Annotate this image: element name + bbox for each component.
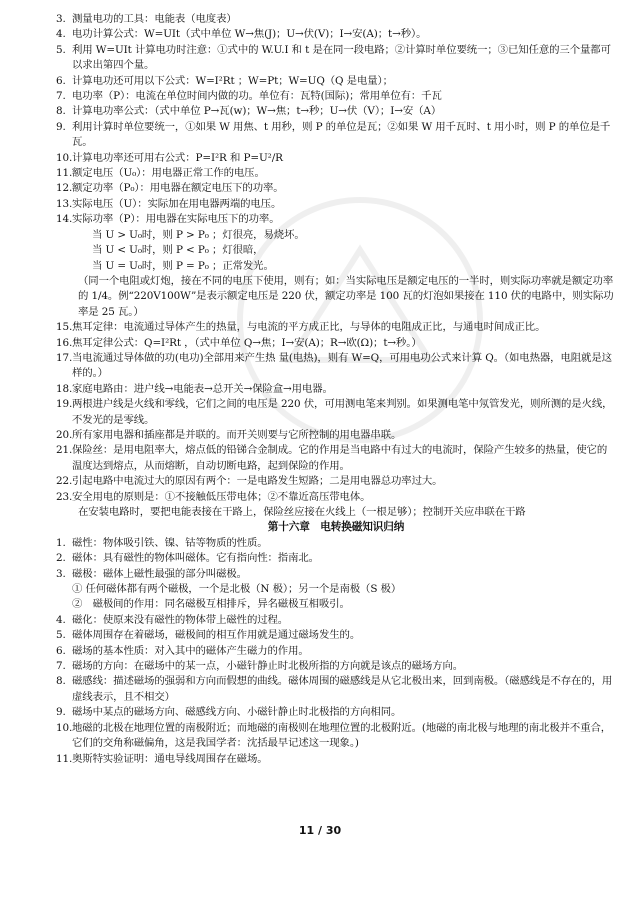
item-text: 焦耳定律：电流通过导体产生的热量，与电流的平方成正比，与导体的电阻成正比，与通电时间成正比。 (72, 321, 546, 334)
item-text: 实际电压（U）：实际加在用电器两端的电压。 (72, 197, 282, 210)
item-text: 两根进户线是火线和零线，它们之间的电压是 220 伏，可用测电笔来判别。如果测电笔中氖管发光，则所测的是火线，不发光的是零线。 (72, 398, 613, 426)
item-number: 12. (56, 182, 73, 195)
item-number: 2. (56, 552, 66, 565)
list-item (56, 674, 616, 705)
item-text: 利用 W=UIt 计算电功时注意：①式中的 W.U.I 和 t 是在同一段电路；②计算时单位要统一；③已知任意的三个量都可以求出第四个量。 (72, 43, 611, 72)
list-item (56, 74, 616, 89)
item-number: 22. (56, 475, 73, 488)
list-item (56, 397, 616, 428)
item-number: 17. (56, 351, 73, 364)
list-item (56, 12, 616, 27)
item-number: 5. (56, 629, 66, 642)
item-text: 家庭电路由：进户线→电能表→总开关→保险盒→用电器。 (72, 382, 333, 395)
item-text: 磁极：磁体上磁性最强的部分叫磁极。 (72, 567, 247, 580)
item-number: 8. (56, 675, 66, 688)
item-number: 3. (56, 13, 66, 25)
list-item (56, 89, 616, 104)
item-text: 计算电功率公式：（式中单位 P→瓦(w)；W→焦；t→秒；U→伏（V）；I→安（A） (72, 105, 442, 118)
list-item (56, 320, 616, 335)
item-text: 奥斯特实验证明：通电导线周围存在磁场。 (72, 752, 268, 765)
item-text: 额定功率（P₀）：用电器在额定电压下的功率。 (72, 182, 284, 195)
list-item (56, 490, 616, 505)
item-text: 焦耳定律公式：Q=I²Rt ，（式中单位 Q→焦；I→安(A)；R→欧(Ω)；t→秒。） (72, 336, 422, 349)
item-number: 6. (56, 74, 66, 87)
item-text: 计算电功还可用以下公式：W=I²Rt ；W=Pt；W=UQ（Q 是电量）； (72, 74, 393, 87)
item-number: 10. (56, 151, 73, 164)
condition-line: 当 U = U₀时，则 P = P₀ ；正常发光。 (92, 259, 274, 272)
list-item (56, 382, 616, 397)
item-number: 14. (56, 213, 73, 226)
item-text: 磁体周围存在着磁场，磁极间的相互作用就是通过磁场发生的。 (72, 629, 361, 642)
item-text: 磁场的方向：在磁场中的某一点，小磁针静止时北极所指的方向就是该点的磁场方向。 (72, 660, 464, 673)
install-note: 在安装电路时，要把电能表接在干路上，保险丝应接在火线上（一根足够）；控制开关应串联在干路 (78, 506, 526, 518)
list-item (56, 567, 616, 582)
list-item (56, 27, 616, 42)
item-text: 计算电功率还可用右公式：P=I²R 和 P=U²/R (72, 151, 283, 164)
magnet-sub-line: ① 任何磁体都有两个磁极，一个是北极（N 极）；另一个是南极（S 极） (72, 583, 402, 596)
item-text: 当电流通过导体做的功(电功)全部用来产生热 量(电热)，则有 W=Q，可用电功公式来计算 Q。（如电热器，电阻就是这样的。） (72, 351, 612, 380)
condition-line: 当 U > U₀时，则 P > P₀ ；灯很亮，易烧坏。 (92, 228, 305, 241)
list-item (56, 613, 616, 628)
item-number: 21. (56, 444, 73, 457)
item-number: 8. (56, 105, 66, 118)
list-item (56, 212, 616, 227)
joule-law-list (56, 320, 616, 505)
item-text: 测量电功的工具：电能表（电度表） (72, 13, 237, 25)
item-text: 所有家用电器和插座都是并联的。而开关则要与它所控制的用电器串联。 (72, 428, 402, 441)
list-item (56, 336, 616, 351)
list-item (56, 443, 616, 474)
list-item (56, 351, 616, 382)
list-item (56, 181, 616, 196)
item-number: 18. (56, 382, 73, 395)
item-number: 11. (56, 752, 73, 765)
item-text: 利用计算时单位要统一，①如果 W 用焦、t 用秒，则 P 的单位是瓦；②如果 W 用千瓦时、t 用小时，则 P 的单位是千瓦。 (72, 120, 611, 149)
electric-work-list (56, 12, 616, 228)
document-content (56, 12, 616, 767)
item-number: 9. (56, 120, 66, 133)
item-number: 5. (56, 43, 66, 56)
list-item (56, 659, 616, 674)
item-text: 磁性：物体吸引铁、镍、钴等物质的性质。 (72, 536, 268, 549)
magnet-sub-line: ② 磁极间的作用：同名磁极互相排斥，异名磁极互相吸引。 (72, 598, 350, 611)
power-note: （同一个电阻或灯炮，接在不同的电压下使用，则有；如：当实际电压是额定电压的一半时，则实际功率就是额定功率的 1/4。例“220V100W”是表示额定电压是 220 伏，额定功率是 100 瓦的灯泡如果接在 110 伏的电路中，则实际功率是 25 瓦。） (78, 274, 614, 318)
item-text: 磁化：使原来没有磁性的物体带上磁性的过程。 (72, 613, 289, 626)
item-text: 磁场的基本性质：对入其中的磁体产生磁力的作用。 (72, 644, 309, 657)
item-number: 11. (56, 167, 73, 180)
item-text: 实际功率（P）：用电器在实际电压下的功率。 (72, 213, 280, 226)
item-number: 9. (56, 706, 66, 719)
item-number: 15. (56, 321, 73, 334)
item-text: 安全用电的原则是：①不接触低压带电体；②不靠近高压带电体。 (72, 490, 371, 503)
item-text: 额定电压（U₀）：用电器正常工作的电压。 (72, 167, 265, 180)
item-text: 保险丝：是用电阻率大，熔点低的铅锑合金制成。它的作用是当电路中有过大的电流时，保险产生较多的热量，使它的温度达到熔点，从而熔断，自动切断电路，起到保险的作用。 (72, 444, 608, 472)
item-number: 3. (56, 567, 66, 580)
list-item (56, 644, 616, 659)
item-number: 6. (56, 644, 66, 657)
item-text: 电功计算公式：W=UIt（式中单位 W→焦(J)；U→伏(V)；I→安(A)；t→秒）。 (72, 28, 427, 41)
list-item (56, 166, 616, 181)
condition-line: 当 U < U₀时，则 P < P₀ ；灯很暗， (92, 244, 264, 257)
item-number: 4. (56, 28, 66, 41)
item-text: 引起电路中电流过大的原因有两个：一是电路发生短路；二是用电器总功率过大。 (72, 475, 443, 488)
list-item (56, 752, 616, 767)
item-text: 磁场中某点的磁场方向、磁感线方向、小磁针静止时北极指的方向相同。 (72, 706, 402, 719)
item-number: 13. (56, 197, 73, 210)
item-text: 磁体：具有磁性的物体叫磁体。它有指向性：指南北。 (72, 552, 319, 565)
item-number: 1. (56, 536, 66, 549)
item-number: 20. (56, 428, 73, 441)
list-item (56, 474, 616, 489)
list-item (56, 104, 616, 119)
list-item (56, 120, 616, 151)
chapter-title: 第十六章 电转换磁知识归纳 (267, 521, 405, 534)
list-item (56, 428, 616, 443)
item-number: 4. (56, 613, 66, 626)
list-item (56, 551, 616, 566)
list-item (56, 43, 616, 74)
item-number: 23. (56, 490, 73, 503)
magnet-list (56, 536, 616, 582)
list-item (56, 151, 616, 166)
item-text: 磁感线：描述磁场的强弱和方向而假想的曲线。磁体周围的磁感线是从它北极出来，回到南极。（磁感线是不存在的，用虚线表示，且不相交） (72, 675, 613, 703)
list-item (56, 628, 616, 643)
item-number: 7. (56, 660, 66, 673)
magnet-poles-sub (56, 582, 616, 613)
list-item (56, 536, 616, 551)
item-number: 10. (56, 721, 73, 734)
item-text: 电功率（P）：电流在单位时间内做的功。单位有：瓦特(国际)；常用单位有：千瓦 (72, 90, 442, 103)
magnetic-field-list (56, 613, 616, 767)
item-number: 19. (56, 398, 73, 411)
list-item (56, 197, 616, 212)
power-conditions (56, 228, 616, 274)
item-text: 地磁的北极在地理位置的南极附近；而地磁的南极则在地理位置的北极附近。(地磁的南北极与地理的南北极并不重合，它们的交角称磁偏角，这是我国学者：沈括最早记述这一现象。) (72, 721, 612, 750)
list-item (56, 705, 616, 720)
list-item (56, 721, 616, 752)
item-number: 16. (56, 336, 73, 349)
item-number: 7. (56, 90, 66, 103)
page-number: 11 / 30 (298, 824, 342, 837)
